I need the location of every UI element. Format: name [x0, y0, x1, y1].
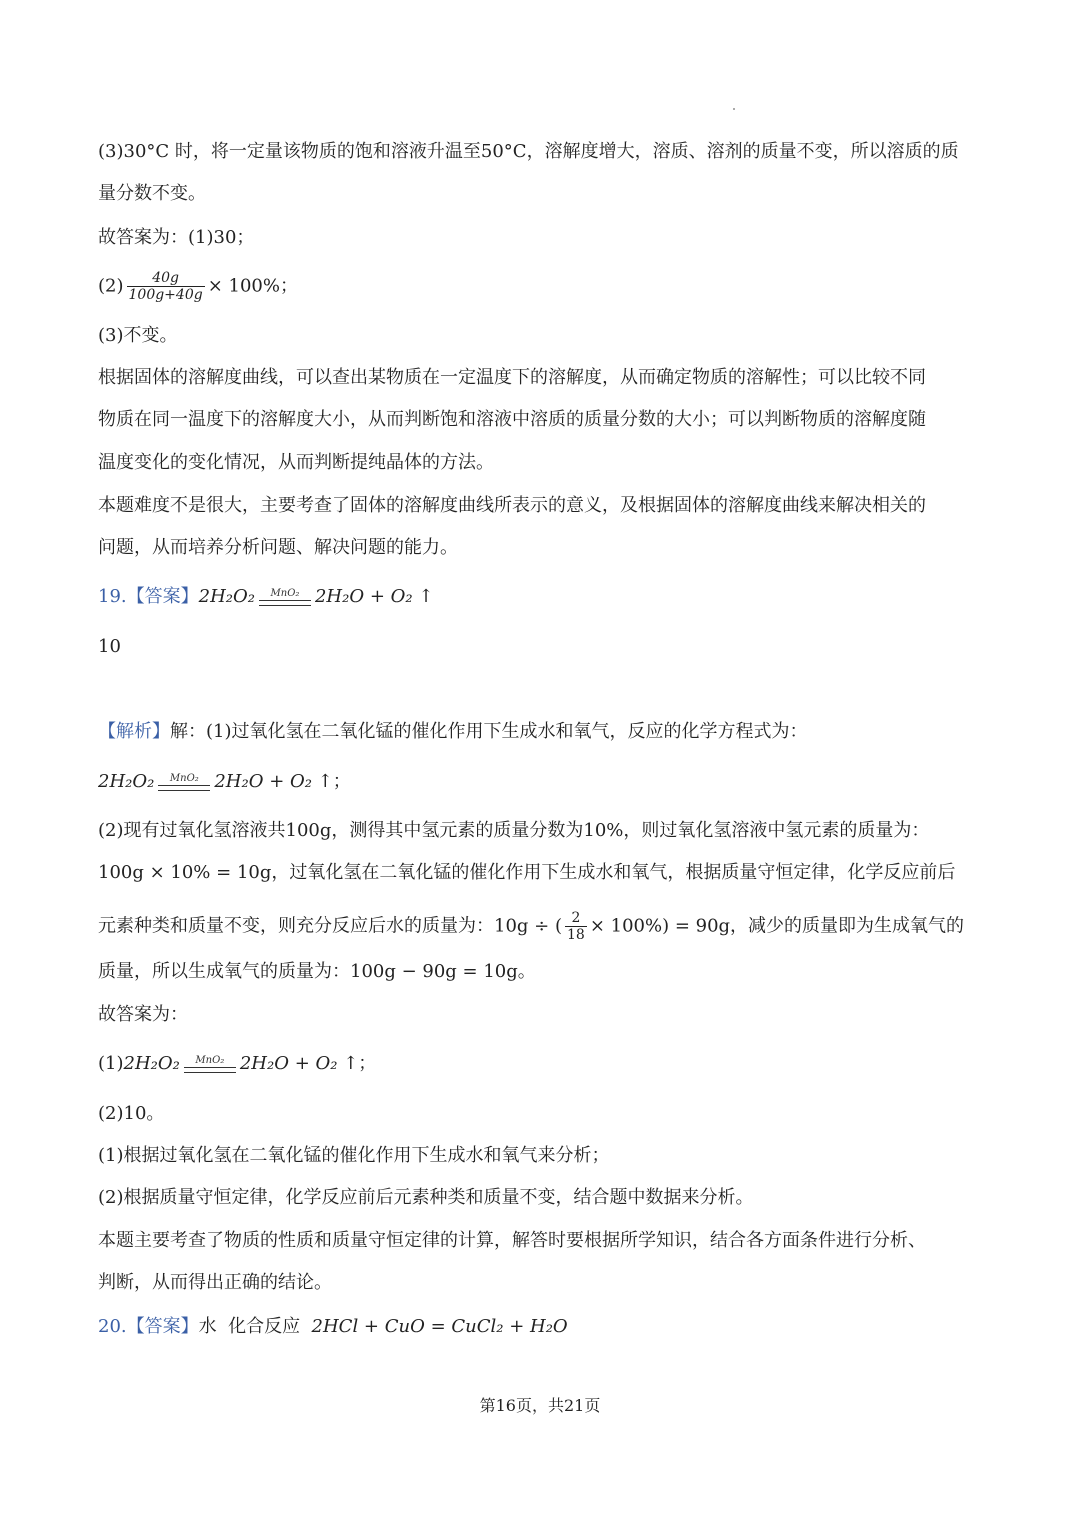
- q19-answer-2b: (2)10。: [98, 1103, 165, 1124]
- q19-hint1: (1)根据过氧化氢在二氧化锰的催化作用下生成水和氧气来分析；: [98, 1145, 610, 1166]
- catalyst-equals: MnO₂: [259, 588, 311, 606]
- q19-p2-line2: 100g × 10% = 10g，过氧化氢在二氧化锰的催化作用下生成水和氧气，根据质量守恒定律，化学反应前后: [98, 862, 956, 883]
- q18-analysis1: 根据固体的溶解度曲线，可以查出某物质在一定温度下的溶解度，从而确定物质的溶解性；可以比较不同: [98, 367, 926, 388]
- q19-hint2: (2)根据质量守恒定律，化学反应前后元素种类和质量不变，结合题中数据来分析。: [98, 1187, 754, 1208]
- catalyst-equals: MnO₂: [158, 773, 210, 791]
- q19-answer-intro: 故答案为：: [98, 1004, 188, 1025]
- q18-answer2: (2) $\frac{40g}{100g+40g}$ × 100%；: [98, 270, 298, 303]
- q18-analysis3: 温度变化的变化情况，从而判断提纯晶体的方法。: [98, 452, 494, 473]
- fraction: $\frac{40g}{100g+40g}$: [128, 270, 203, 303]
- q18-answer3: (3)不变。: [98, 325, 178, 346]
- page-footer: 第16页，共21页: [479, 1396, 601, 1415]
- q19-answer: 19.【答案】2H₂O₂ MnO₂ 2H₂O + O₂ ↑: [98, 586, 434, 607]
- q18-line1: (3)30°C 时，将一定量该物质的饱和溶液升温至50°C，溶解度增大，溶质、溶剂的质量不变，所以溶质的质: [98, 141, 959, 162]
- fraction: $\frac{2}{18}$: [566, 910, 585, 943]
- scan-speck: [733, 108, 735, 110]
- q19-p2-line3: 元素种类和质量不变，则充分反应后水的质量为：10g ÷ ( $\frac{2}{18}$ × 100%) = 90g，减少的质量即为生成氧气的: [98, 910, 965, 943]
- q19-p2-line1: (2)现有过氧化氢溶液共100g，测得其中氢元素的质量分数为10%，则过氧化氢溶液中氢元素的质量为：: [98, 820, 930, 841]
- q19-answer-2: 10: [98, 636, 121, 657]
- q19-analysis-intro-line: 【解析】解：(1)过氧化氢在二氧化锰的催化作用下生成水和氧气，反应的化学方程式为：: [98, 721, 808, 742]
- q20-answer-label: 20.【答案】: [98, 1316, 199, 1337]
- q19-equation-line: 2H₂O₂ MnO₂ 2H₂O + O₂ ↑；: [98, 771, 351, 792]
- q18-line2: 量分数不变。: [98, 183, 206, 204]
- q18-analysis2: 物质在同一温度下的溶解度大小，从而判断饱和溶液中溶质的质量分数的大小；可以判断物质的溶解度随: [98, 409, 926, 430]
- q19-comment1: 本题主要考查了物质的性质和质量守恒定律的计算，解答时要根据所学知识，结合各方面条件进行分析、: [98, 1230, 926, 1251]
- q18-comment1: 本题难度不是很大，主要考查了固体的溶解度曲线所表示的意义，及根据固体的溶解度曲线来解决相关的: [98, 495, 926, 516]
- q19-answer-1: (1)2H₂O₂ MnO₂ 2H₂O + O₂ ↑；: [98, 1053, 377, 1074]
- catalyst-equals: MnO₂: [184, 1055, 236, 1073]
- q19-answer-label: 19.【答案】: [98, 586, 199, 607]
- q19-p2-line4: 质量，所以生成氧气的质量为：100g − 90g = 10g。: [98, 961, 536, 982]
- q20-answer: 20.【答案】水 化合反应 2HCl + CuO = CuCl₂ + H₂O: [98, 1316, 568, 1337]
- q18-comment2: 问题，从而培养分析问题、解决问题的能力。: [98, 537, 458, 558]
- q18-answer-intro: 故答案为：(1)30；: [98, 227, 255, 248]
- q19-comment2: 判断，从而得出正确的结论。: [98, 1272, 332, 1293]
- q19-analysis-label: 【解析】: [98, 721, 170, 742]
